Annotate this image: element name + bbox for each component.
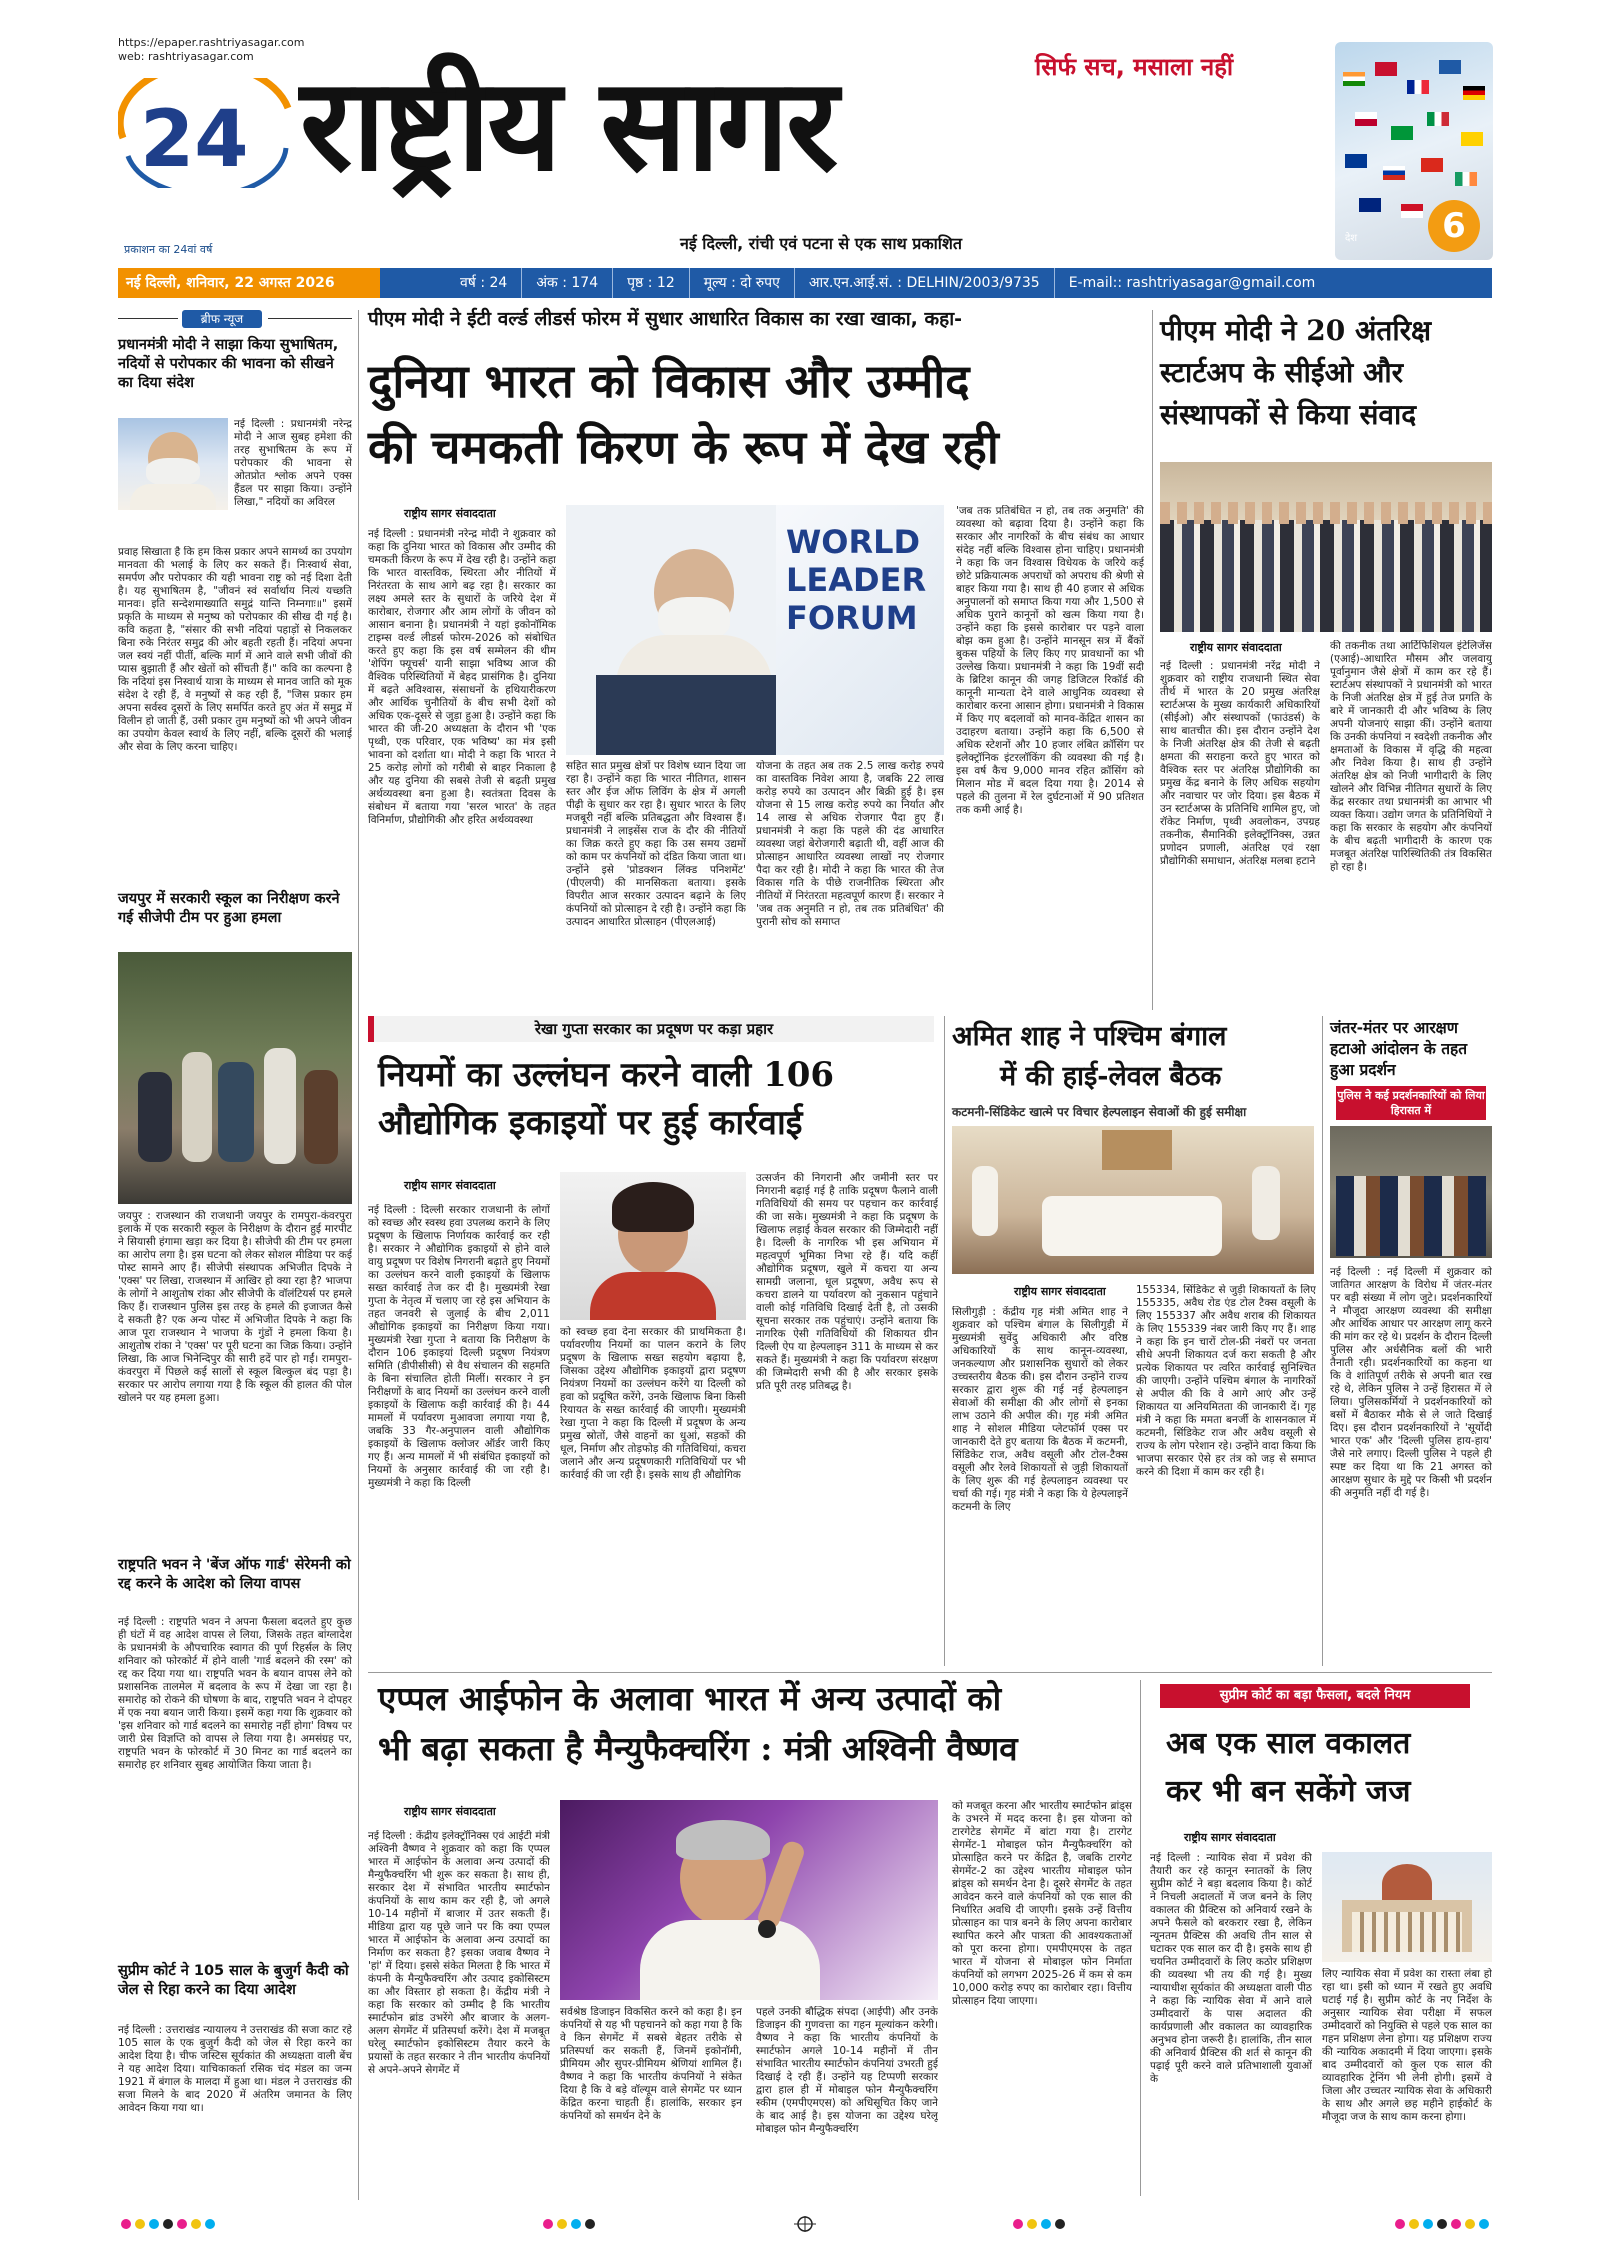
jaipur-photo bbox=[118, 952, 352, 1204]
pollution-headline-line1: नियमों का उल्लंघन करने वाली 106 bbox=[378, 1055, 835, 1095]
sc-headline-line1: अब एक साल वकालत bbox=[1166, 1726, 1411, 1761]
pollution-col-2: को स्वच्छ हवा देना सरकार की प्राथमिकता है। पर्यावरणीय नियमों का पालन कराने के लिए प्रदूषण के खिलाफ सख्त सहयोग बढ़ाया है, जिसका उद्देश्य औद्योगिक इकाइयों द्वारा प्रदूषण नियंत्रण नियमों का उल्लंघन करेंगे या दिल्ली को हवा को प्रदूषित करेंगे, उनके खिलाफ बिना किसी रियायत के सख्त कार्रवाई की जाएगी। मुख्यमंत्री रेखा गुप्ता ने कहा कि दिल्ली में प्रदूषण के अन्य प्रमुख स्रोतों, जैसे वाहनों का धुआं, सड़कों की धूल, निर्माण और तोड़फोड़ की गतिविधियां, कचरा जलाने और अन्य प्रदूषणकारी गतिविधियों पर भी कार्रवाई की जा रही है। इसके साथ ही औद्योगिक bbox=[560, 1326, 746, 1481]
info-pages: पृष्ठ : 12 bbox=[613, 268, 690, 298]
amitshah-meeting-photo bbox=[952, 1126, 1314, 1274]
info-rni: आर.एन.आई.सं. : DELHIN/2003/9735 bbox=[795, 268, 1055, 298]
lead-col-3: योजना के तहत अब तक 2.5 लाख करोड़ रुपये का वास्तविक निवेश आया है, जबकि 22 लाख करोड़ रुपये का उत्पादन और बिक्री हुई है। इस योजना से 15 लाख करोड़ रुपये का निर्यात और 14 लाख से अधिक रोजगार पैदा हुए हैं। प्रधानमंत्री ने कहा कि पहले की दंड आधारित व्यवस्था जहां बेरोजगारी बढ़ाती थी, वहीं आज की प्रोत्साहन आधारित व्यवस्था लाखों नए रोजगार पैदा कर रही है। मोदी ने कहा कि भारत की तेज विकास गति के पीछे राजनीतिक स्थिरता और नीतियों में निरंतरता महत्वपूर्ण कारण हैं। सरकार ने 'जब तक अनुमति न हो, तब तक प्रतिबंधित' की पुरानी सोच को समाप्त bbox=[756, 760, 944, 928]
startup-col-1: नई दिल्ली : प्रधानमंत्री नरेंद्र मोदी ने शुक्रवार को राष्ट्रीय राजधानी स्थित सेवा तीर्थ में भारत के 20 प्रमुख अंतरिक्ष स्टार्टअप्स के मुख्य कार्यकारी अधिकारियों (सीईओ) और संस्थापकों (फाउंडर्स) के साथ बातचीत की। इस दौरान उन्होंने देश के निजी अंतरिक्ष क्षेत्र की तेजी से बढ़ती क्षमता की सराहना करते हुए भारत को वैश्विक स्तर पर अंतरिक्ष प्रौद्योगिकी का प्रमुख केंद्र बनाने के लिए अधिक सहयोग और नवाचार पर जोर दिया। इस बैठक में उन स्टार्टअप्स के प्रतिनिधि शामिल हुए, जो रॉकेट निर्माण, पृथ्वी अवलोकन, उपग्रह तकनीक, सैमानिकी इलेक्ट्रॉनिक्स, उन्नत प्रणोदन प्रणाली, अंतरिक्ष एवं रक्षा प्रौद्योगिकी समाधान, अंतरिक्ष मलबा हटाने bbox=[1160, 660, 1320, 867]
publication-cities: नई दिल्ली, रांची एवं पटना से एक साथ प्रकाशित bbox=[680, 234, 962, 253]
amitshah-byline: राष्ट्रीय सागर संवाददाता bbox=[1014, 1285, 1106, 1298]
amitshah-subhead: कटमनी-सिंडिकेट खात्मे पर विचार हेल्पलाइन सेवाओं की हुई समीक्षा bbox=[952, 1105, 1247, 1119]
publication-year: प्रकाशन का 24वां वर्ष bbox=[124, 243, 213, 256]
epaper-url[interactable]: https://epaper.rashtriyasagar.com web: rashtriyasagar.com bbox=[118, 36, 305, 63]
logo-number: 24 bbox=[140, 95, 249, 185]
pollution-col-1: नई दिल्ली : दिल्ली सरकार राजधानी के लोगों को स्वच्छ और स्वस्थ हवा उपलब्ध कराने के लिए प्रदूषण के खिलाफ निर्णायक कार्रवाई कर रही है। सरकार ने औद्योगिक इकाइयों से होने वाले वायु प्रदूषण पर विशेष निगरानी बढ़ाते हुए नियमों का उल्लंघन करने वाली इकाइयों के खिलाफ सख्त कार्रवाई तेज कर दी है। मुख्यमंत्री रेखा गुप्ता के नेतृत्व में चलाए जा रहे इस अभियान के तहत जनवरी से जुलाई के बीच 2,011 औद्योगिक इकाइयों का निरीक्षण किया गया। मुख्यमंत्री रेखा गुप्ता ने बताया कि निरीक्षण के दौरान 106 इकाइयां दिल्ली प्रदूषण नियंत्रण समिति (डीपीसीसी) से वैध संचालन की सहमति के बिना संचालित होती मिलीं। सरकार ने इन निरीक्षणों के बाद नियमों का उल्लंघन करने वाली इकाइयों के खिलाफ कड़ी कार्रवाई की है। 44 मामलों में पर्यावरण मुआवजा लगाया गया है, जबकि 33 गैर-अनुपालन वाली औद्योगिक इकाइयों के खिलाफ क्लोजर ऑर्डर जारी किए गए हैं। अन्य मामलों में भी संबंधित इकाइयों को नियमों के अनुसार कार्रवाई की जा रही है। मुख्यमंत्री ने कहा कि दिल्ली bbox=[368, 1204, 550, 1489]
brief-modi-body: प्रवाह सिखाता है कि हम किस प्रकार अपने सामर्थ्य का उपयोग मानवता की भलाई के लिए कर सकते हैं। निःस्वार्थ सेवा, समर्पण और परोपकार की यही भावना राष्ट्र को नई दिशा देती है। यह सुभाषितम है, "जीवनं स्वं सर्वार्थाय नित्यं यच्छति मानवः। इति सन्देशमाख्याति समुद्रं यान्ति निम्नगाः॥" इसमें प्रकृति के माध्यम से मनुष्य को परोपकार की सीख दी गई है। कवि कहता है, "संसार की सभी नदियां पहाड़ों से निकलकर बिना रुके निरंतर समुद्र की ओर बहती रहती हैं। नदियां अपना जल स्वयं नहीं पीतीं, बल्कि मार्ग में आने वाले सभी जीवों की प्यास बुझाती हैं और खेतों को सींचती हैं।" कवि का कल्पना है कि नदियां इस निस्वार्थ यात्रा के माध्यम से मानव जाति को मूक संदेश दे रही हैं, वे मनुष्यों से कह रही हैं, "जिस प्रकार हम अपना सर्वस्व दूसरों के लिए समर्पित करते हुए अंत में समुद्र में विलीन हो जाती हैं, उसी प्रकार तुम मनुष्यों को भी अपने जीवन का उपयोग केवल स्वार्थ के लिए नहीं, बल्कि दूसरों की भलाई और सेवा के लिए करना चाहिए। bbox=[118, 546, 352, 753]
startup-headline: पीएम मोदी ने 20 अंतरिक्ष स्टार्टअप के सीईओ और संस्थापकों से किया संवाद bbox=[1160, 314, 1432, 431]
startup-col-2: की तकनीक तथा आर्टिफिशियल इंटेलिजेंस (एआई)-आधारित मौसम और जलवायु पूर्वानुमान जैसे क्षेत्रों में काम कर रहे हैं। स्टार्टअप संस्थापकों ने प्रधानमंत्री को भारत के निजी अंतरिक्ष क्षेत्र में हुई तेज प्रगति के बारे में जानकारी दी और भविष्य के लिए अपनी योजनाएं साझा कीं। उन्होंने बताया कि उनकी कंपनियां न स्वदेशी तकनीक और क्षमताओं के विकास में वृद्धि की महत्वा और निवेश किया है। साथ ही उन्होंने अंतरिक्ष क्षेत्र को निजी भागीदारी के लिए खोलने और विभिन्न नीतिगत सुधारों के लिए केंद्र सरकार तथा प्रधानमंत्री का आभार भी व्यक्त किया। उद्योग जगत के प्रतिनिधियों ने कहा कि सरकार के सहयोग और कंपनियों के बीच बढ़ती भागीदारी के कारण एक मजबूत अंतरिक्ष पारिस्थितिकी तंत्र विकसित हो रहा है। bbox=[1330, 640, 1492, 873]
brief-sc-prisoner-body: नई दिल्ली : उत्तराखंड न्यायालय ने उत्तराखंड की सजा काट रहे 105 साल के एक बुजुर्ग कैदी को जेल से रिहा करने का आदेश दिया है। चीफ जस्टिस सूर्यकांत की अध्यक्षता वाली बेंच ने यह आदेश दिया। याचिकाकर्ता रसिक चंद मंडल का जन्म 1921 में बंगाल के मालदा में हुआ था। मंडल ने उत्तराखंड की सजा मिलने के बाद 2020 में अंतरिम जमानत के लिए आवेदन किया गया था। bbox=[118, 2024, 352, 2114]
date-bar: नई दिल्ली, शनिवार, 22 अगस्त 2026 bbox=[118, 268, 380, 298]
forum-backdrop-text: WORLD LEADER FORUM bbox=[786, 523, 927, 637]
sc-col-1: नई दिल्ली : न्यायिक सेवा में प्रवेश की तैयारी कर रहे कानून स्नातकों के लिए सुप्रीम कोर्ट ने बड़ा बदलाव किया है। कोर्ट ने निचली अदालतों में जज बनने के लिए वकालत की प्रैक्टिस को अनिवार्य रखने के अपने फैसले को बरकरार रखा है, लेकिन न्यूनतम प्रैक्टिस की अवधि तीन साल से घटाकर एक साल कर दी है। इसके साथ ही चयनित उम्मीदवारों के लिए कठोर प्रशिक्षण की व्यवस्था भी तय की गई है। मुख्य न्यायाधीश सूर्यकांत की अध्यक्षता वाली पीठ ने कहा कि न्यायिक सेवा में आने वाले उम्मीदवारों के पास अदालत की कार्यप्रणाली और वकालत का व्यावहारिक अनुभव होना जरूरी है। हालांकि, तीन साल की अनिवार्य प्रैक्टिस की शर्त से कानून की पढ़ाई पूरी करने वाले प्रतिभाशाली युवाओं के bbox=[1150, 1852, 1312, 2085]
apple-col-3: पहले उनकी बौद्धिक संपदा (आईपी) और उनके डिजाइन की गुणवत्ता का गहन मूल्यांकन करेगी। वैष्णव ने कहा कि भारतीय कंपनियों के स्मार्टफोन अगले 10-14 महीनों में तीन संभावित भारतीय स्मार्टफोन कंपनियां उभरती हुई दिखाई दे रही हैं। उन्होंने यह टिप्पणी सरकार द्वारा हाल ही में मोबाइल फोन मैन्युफैक्चरिंग स्कीम (एमपीएमएस) को अधिसूचित किए जाने के बाद आई है। इस योजना का उद्देश्य घरेलू मोबाइल फोन मैन्युफैक्चरिंग bbox=[756, 2006, 938, 2135]
pollution-col-3: उत्सर्जन की निगरानी और जमीनी स्तर पर निगरानी बढ़ाई गई है ताकि प्रदूषण फैलाने वाली गतिविधियों की समय पर पहचान कर कार्रवाई की जा सके। मुख्यमंत्री ने कहा कि प्रदूषण के खिलाफ लड़ाई केवल सरकार की जिम्मेदारी नहीं है। दिल्ली के नागरिक भी इस अभियान में महत्वपूर्ण भूमिका निभा रहे हैं। यदि कहीं औद्योगिक प्रदूषण, खुले में कचरा या अन्य सामग्री जलाना, धूल प्रदूषण, अवैध रूप से कचरा डालने या पर्यावरण को नुकसान पहुंचाने वाली कोई गतिविधि दिखाई देती है, तो उसकी सूचना सरकार तक पहुंचाएं। उन्होंने बताया कि नागरिक ऐसी गतिविधियों की शिकायत ग्रीन दिल्ली ऐप या हेल्पलाइन 311 के माध्यम से कर सकते हैं। मुख्यमंत्री ने कहा कि पर्यावरण संरक्षण की जिम्मेदारी सभी की है और सरकार इसके प्रति पूरी तरह प्रतिबद्ध है। bbox=[756, 1172, 938, 1392]
lead-col-2: सहित सात प्रमुख क्षेत्रों पर विशेष ध्यान दिया जा रहा है। उन्होंने कहा कि भारत नीतिगत, शासन स्तर और ईज ऑफ लिविंग के क्षेत्र में अगली पीढ़ी के सुधार कर रहा है। सुधार भारत के लिए मजबूरी नहीं बल्कि प्रतिबद्धता और विश्वास हैं। प्रधानमंत्री ने लाइसेंस राज के दौर की नीतियों का जिक्र करते हुए कहा कि उस समय उद्यमों को काम पर कंपनियों को दंडित किया जाता था। उन्होंने इसे 'प्रोडक्शन लिंक्ड पनिशमेंट' (पीएलपी) की मानसिकता बताया। इसके विपरीत आज सरकार उत्पादन बढ़ाने के लिए कंपनियों को प्रोत्साहन दे रही है। उन्होंने कहा कि उत्पादन आधारित प्रोत्साहन (पीएलआई) bbox=[566, 760, 746, 928]
lead-headline-line2: की चमकती किरण के रूप में देख रही bbox=[368, 420, 999, 474]
lead-col-4: 'जब तक प्रतिबंधित न हो, तब तक अनुमति' की व्यवस्था को बढ़ावा दिया है। उन्होंने कहा कि सरकार और नागरिकों के बीच संबंध का आधार संदेह नहीं बल्कि विश्वास होना चाहिए। प्रधानमंत्री ने कहा कि जन विश्वास विधेयक के जरिये कई छोटे प्रक्रियात्मक अपराधों को अपराध की श्रेणी से बाहर किया गया है। साथ ही 40 हजार से अधिक अनुपालनों को समाप्त किया गया और 1,500 से अधिक पुराने कानूनों को खत्म किया गया है। उन्होंने कहा कि इससे कारोबार पर पड़ने वाला बोझ कम हुआ है। उन्होंने मानसून सत्र में बैंकों बुकस पहियों के लिए किए गए प्रावधानों का भी उल्लेख किया। प्रधानमंत्री ने कहा कि 19वीं सदी के ब्रिटिश कानून की जगह डिजिटल रिकॉर्ड की कानूनी मान्यता देने वाले आधुनिक व्यवस्था से कारोबार करना आसान होगा। प्रधानमंत्री ने विकास में किए गए बदलावों को मानव-केंद्रित शासन का उदाहरण बताया। उन्होंने कहा कि 6,500 से अधिक स्टेशनों और 10 हजार लंबित क्रॉसिंग पर इलेक्ट्रॉनिक इंटरलॉकिंग की व्यवस्था की गई है। इस वर्ष कैच 9,000 मानव रहित क्रॉसिंग को मिलान मोड में बदल दिया गया है। 2014 से पहले की तुलना में रेल दुर्घटनाओं में 90 प्रतिशत तक कमी आई है। bbox=[956, 505, 1144, 816]
pollution-kicker-bar bbox=[368, 1016, 934, 1042]
pollution-headline-line2: औद्योगिक इकाइयों पर हुई कार्रवाई bbox=[378, 1103, 803, 1143]
logo-24 bbox=[118, 78, 293, 188]
brief-rashtrapati-body: नई दिल्ली : राष्ट्रपति भवन ने अपना फैसला बदलते हुए कुछ ही घंटों में वह आदेश वापस ले लिया, जिसके तहत बांग्लादेश के प्रधानमंत्री के औपचारिक स्वागत की पूर्ण रिहर्सल के लिए शनिवार को फोरकोर्ट में होने वाली 'गार्ड बदलने की रस्म' को रद्द कर दिया गया था। राष्ट्रपति भवन के बयान वापस लेने को प्रशासनिक तालमेल में बदलाव के रूप में देखा जा रहा है। समारोह को रोकने की घोषणा के बाद, राष्ट्रपति भवन ने दोपहर में एक नया बयान जारी किया। इसमें कहा गया कि शुक्रवार को 'इस शनिवार को गार्ड बदलने का समारोह नहीं होगा' विषय पर जारी प्रेस विज्ञप्ति को वापस ले लिया गया है। अमसंग्रह पर, राष्ट्रपति भवन के फोरकोर्ट में 30 मिनट का गार्ड बदलने का समारोह हर शनिवार सुबह आयोजित किया जाता है। bbox=[118, 1616, 352, 1771]
pollution-kicker: रेखा गुप्ता सरकार का प्रदूषण पर कड़ा प्रहार bbox=[534, 1020, 774, 1038]
apple-headline-line1: एप्पल आईफोन के अलावा भारत में अन्य उत्पादों को bbox=[378, 1679, 1002, 1718]
sc-byline: राष्ट्रीय सागर संवाददाता bbox=[1184, 1831, 1276, 1844]
sc-col-2: लिए न्यायिक सेवा में प्रवेश का रास्ता लंबा हो रहा था। इसी को ध्यान में रखते हुए अवधि घटाई गई है। सुप्रीम कोर्ट के नए निर्देश के अनुसार न्यायिक सेवा परीक्षा में सफल उम्मीदवारों को नियुक्ति से पहले एक साल का गहन प्रशिक्षण लेना होगा। यह प्रशिक्षण राज्य की न्यायिक अकादमी में दिया जाएगा। इसके बाद उम्मीदवारों को कुल एक साल की व्यावहारिक ट्रेनिंग भी लेनी होगी। इसमें वे जिला और उच्चतर न्यायिक सेवा के अधिकारी के साथ और अगले छह महीने हाईकोर्ट के मौजूदा जज के साथ काम करना होगा। bbox=[1322, 1968, 1492, 2123]
brief-headline-modi: प्रधानमंत्री मोदी ने साझा किया सुभाषितम, नदियों से परोपकार की भावना को सीखने का दिया संदेश bbox=[118, 337, 339, 391]
jantar-headline: जंतर-मंतर पर आरक्षण हटाओ आंदोलन के तहत हुआ प्रदर्शन bbox=[1330, 1019, 1468, 1079]
sc-tag: सुप्रीम कोर्ट का बड़ा फैसला, बदले नियम bbox=[1160, 1684, 1470, 1708]
pollution-byline: राष्ट्रीय सागर संवाददाता bbox=[404, 1179, 496, 1192]
lead-byline: राष्ट्रीय सागर संवाददाता bbox=[404, 507, 496, 520]
info-email[interactable]: E-mail:: rashtriyasagar@gmail.com bbox=[1068, 275, 1316, 291]
page-section-label: देश bbox=[1345, 233, 1358, 244]
startup-group-photo bbox=[1160, 462, 1492, 632]
info-price: मूल्य : दो रुपए bbox=[690, 268, 795, 298]
apple-byline: राष्ट्रीय सागर संवाददाता bbox=[404, 1805, 496, 1818]
amitshah-headline-line1: अमित शाह ने पश्चिम बंगाल bbox=[952, 1021, 1227, 1052]
brief-jaipur-body: जयपुर : राजस्थान की राजधानी जयपुर के रामपुरा-कंवरपुरा इलाके में एक सरकारी स्कूल के निरीक्षण के दौरान हुई मारपीट ने सियासी हंगामा खड़ा कर दिया है। सीजेपी की टीम पर हमला का आरोप लगा है। इस घटना को लेकर सोशल मीडिया पर कई पोस्ट सामने आए हैं। सीजेपी संस्थापक अभिजीत दिपके ने 'एक्स' पर लिखा, राजस्थान में आखिर हो क्या रहा है? भाजपा के लोगों ने आशुतोष रांका और सीजेपी के वॉलंटियर्स पर हमले किए हैं। राजस्थान पुलिस इस तरह के हमले की इजाजत कैसे दे सकती है? एक अन्य पोस्ट में अभिजीत दिपके ने कहा कि आज पूरा राजस्थान ने भाजपा के गुंडों ने हमला किया है। आशुतोष रांका ने 'एक्स' पर पूरी घटना का जिक्र किया। उन्होंने लिखा, कि आज भिनेन्दिपुर की सारी हदें पार हो गईं। रामपुरा-कंवरपुरा में पिछले कई सालों से स्कूल बिल्कुल बंद पड़ा है। सरकार पर आरोप लगाया गया है कि स्कूल की हालत की पोल खोलने पर यह हमला हुआ। bbox=[118, 1210, 352, 1404]
apple-col-4: को मजबूत करना और भारतीय स्मार्टफोन ब्रांड्स के उभरने में मदद करना है। इस योजना को टारगेटेड सेगमेंट में बांटा गया है। टारगेट सेगमेंट-1 मोबाइल फोन मैन्युफैक्चरिंग को प्रोत्साहित करने पर केंद्रित है, जबकि टारगेट सेगमेंट-2 का उद्देश्य भारतीय मोबाइल फोन ब्रांड्स को समर्थन देना है। दूसरे सेगमेंट के तहत आवेदन करने वाले कंपनियों को एक साल की निर्धारित अवधि दी जाएगी। इसके उन्हें वित्तीय प्रोत्साहन का पात्र बनने के लिए अपना कारोबार स्थापित करने और पात्रता की आवश्यकताओं को पूरा करना होगा। एमपीएमएस के तहत भारत में योजना से मोबाइल फोन निर्माता कंपनियों को लगभग 2025-26 में कम से कम 10,000 करोड़ रुपए का कारोबार रहा। वित्तीय प्रोत्साहन दिया जाएगा। bbox=[952, 1800, 1132, 2007]
lead-headline-line1: दुनिया भारत को विकास और उम्मीद bbox=[368, 354, 970, 408]
modi-photo bbox=[118, 418, 228, 510]
supreme-court-photo bbox=[1322, 1852, 1492, 1962]
amitshah-col-1: सिलीगुड़ी : केंद्रीय गृह मंत्री अमित शाह ने शुक्रवार को पश्चिम बंगाल के सिलीगुड़ी में मुख्यमंत्री सुवेंदु अधिकारी और वरिष्ठ अधिकारियों के साथ कानून-व्यवस्था, जनकल्याण और प्रशासनिक सुधारों को लेकर उच्चस्तरीय बैठक की। इस दौरान उन्होंने राज्य सरकार द्वारा शुरू की गई नई हेल्पलाइन सेवाओं की समीक्षा की और लोगों से इनका लाभ उठाने की अपील की। गृह मंत्री अमित शाह ने सोशल मीडिया प्लेटफॉर्म एक्स पर जानकारी देते हुए बताया कि बैठक में कटमनी, सिंडिकेट राज, अवैध वसूली और टोल-टैक्स वसूली और रेलवे शिकायतों से जुड़ी शिकायतों के लिए शुरू की गई हेल्पलाइन व्यवस्था पर चर्चा की गई। गृह मंत्री ने कहा कि ये हेल्पलाइनें कटमनी के लिए bbox=[952, 1306, 1128, 1513]
print-registration-bar bbox=[118, 2216, 1492, 2232]
rekha-gupta-photo bbox=[560, 1172, 746, 1320]
lead-photo bbox=[566, 505, 944, 755]
brief-news-label: ब्रीफ न्यूज bbox=[182, 310, 262, 328]
apple-col-2: सर्वश्रेष्ठ डिजाइन विकसित करने को कहा है। इन कंपनियों से यह भी पहचानने को कहा गया है कि वे किन सेगमेंट में सबसे बेहतर तरीके से प्रतिस्पर्धा कर सकती हैं, जिनमें इकोनॉमी, प्रीमियम और सुपर-प्रीमियम श्रेणियां शामिल हैं। वैष्णव ने कहा कि भारतीय कंपनियों ने संकेत दिया है कि वे बड़े वॉल्यूम वाले सेगमेंट पर ध्यान केंद्रित करना चाहती हैं। हालांकि, सरकार इन कंपनियों को समर्थन देने के bbox=[560, 2006, 742, 2122]
page-number-badge: 6 bbox=[1428, 200, 1480, 252]
tagline: सिर्फ सच, मसाला नहीं bbox=[1035, 53, 1234, 81]
info-year: वर्ष : 24 bbox=[380, 268, 522, 298]
apple-headline-line2: भी बढ़ा सकता है मैन्युफैक्चरिंग : मंत्री अश्विनी वैष्णव bbox=[378, 1729, 1018, 1768]
vaishnaw-photo bbox=[560, 1800, 938, 2000]
sc-headline-line2: कर भी बन सकेंगे जज bbox=[1166, 1774, 1411, 1809]
info-issue: अंक : 174 bbox=[522, 268, 613, 298]
jantar-protest-photo bbox=[1330, 1126, 1492, 1258]
apple-col-1: नई दिल्ली : केंद्रीय इलेक्ट्रॉनिक्स एवं आईटी मंत्री अश्विनी वैष्णव ने शुक्रवार को कहा कि एप्पल भारत में आईफोन के अलावा अन्य उत्पादों की मैन्युफैक्चरिंग भी शुरू कर सकता है। साथ ही, सरकार देश में संभावित भारतीय स्मार्टफोन कंपनियों के साथ काम कर रही है, जो अगले 10-14 महीनों में बाजार में उतर सकती हैं। मीडिया द्वारा यह पूछे जाने पर कि क्या एप्पल भारत में आईफोन के अलावा अन्य उत्पादों का निर्माण कर सकता है? इसका जवाब वैष्णव ने 'हां' में दिया। इससे संकेत मिलता है कि भारत में कंपनी के मैन्युफैक्चरिंग और उत्पाद इकोसिस्टम का और विस्तार हो सकता है। केंद्रीय मंत्री ने कहा कि सरकार को उम्मीद है कि भारतीय स्मार्टफोन ब्रांड उभरेंगे और बाजार के अलग-अलग सेगमेंट में प्रतिस्पर्धा करेंगे। देश में मजबूत घरेलू स्मार्टफोन इकोसिस्टम तैयार करने के प्रयासों के तहत सरकार ने तीन भारतीय कंपनियों से अपने-अपने सेगमेंट में bbox=[368, 1830, 550, 2076]
info-bar bbox=[380, 268, 1492, 298]
lead-col-1: नई दिल्ली : प्रधानमंत्री नरेन्द्र मोदी ने शुक्रवार को कहा कि दुनिया भारत को विकास और उम्मीद की चमकती किरण के रूप में देख रही है। उन्होंने कहा कि भारत वास्तविक, स्थिरता और नीतियों में निरंतरता के साथ आगे बढ़ रहा है। सरकार का लक्ष्य अमले स्तर के सुधारों के जरिये देश में कारोबार, रोजगार और आम लोगों के जीवन को आसान बनाना है। प्रधानमंत्री ने यहां इकोनॉमिक टाइम्स वर्ल्ड लीडर्स फोरम-2026 को संबोधित करते हुए कहा कि इस वर्ष सम्मेलन की थीम 'शेपिंग फ्यूचर्स' यानी साझा भविष्य आज की वैश्विक परिस्थितियों में बेहद प्रासंगिक है। दुनिया में बढ़ते अविश्वास, संसाधनों के हथियारीकरण और आर्थिक चुनौतियों के बीच सभी देशों को अधिक एक-दूसरे से जुड़ा हुआ है। उन्होंने कहा कि भारत की जी-20 अध्यक्षता के दौरान भी 'एक पृथ्वी, एक परिवार, एक भविष्य' का मंत्र इसी भावना को दर्शाता था। मोदी ने कहा कि भारत ने 25 करोड़ लोगों को गरीबी से बाहर निकाला है और यह दुनिया की सबसे तेजी से बढ़ती प्रमुख अर्थव्यवस्था बना हुआ है। स्वतंत्रता दिवस के संबोधन में बताया गया 'सरल भारत' के तहत विनिर्माण, प्रौद्योगिकी और हरित अर्थव्यवस्था bbox=[368, 528, 556, 826]
brief-headline-sc-prisoner: सुप्रीम कोर्ट ने 105 साल के बुजुर्ग कैदी को जेल से रिहा करने का दिया आदेश bbox=[118, 1963, 349, 1998]
brief-headline-jaipur: जयपुर में सरकारी स्कूल का निरीक्षण करने गई सीजेपी टीम पर हुआ हमला bbox=[118, 891, 340, 926]
jantar-body: नई दिल्ली : नई दिल्ली में शुक्रवार को जातिगत आरक्षण के विरोध में जंतर-मंतर पर बड़ी संख्या में लोग जुटे। प्रदर्शनकारियों ने मौजूदा आरक्षण व्यवस्था की समीक्षा और आर्थिक आधार पर आरक्षण लागू करने की मांग कर रहे थे। प्रदर्शन के दौरान दिल्ली पुलिस और अर्धसैनिक बलों की भारी तैनाती रही। प्रदर्शनकारियों का कहना था कि वे शांतिपूर्ण तरीके से अपनी बात रख रहे थे, लेकिन पुलिस ने उन्हें हिरासत में ले लिया। पुलिसकर्मियों ने प्रदर्शनकारियों को बसों में बैठाकर मौके से ले जाते दिखाई दिए। इस दौरान प्रदर्शनकारियों ने 'सूर्योदी भारत एक' और 'दिल्ली पुलिस हाय-हाय' जैसे नारे लगाए। दिल्ली पुलिस ने पहले ही स्पष्ट कर दिया था कि 21 अगस्त को आरक्षण सुधार के मुद्दे पर किसी भी प्रदर्शन की अनुमति नहीं दी गई है। bbox=[1330, 1266, 1492, 1499]
jantar-tag: पुलिस ने कई प्रदर्शनकारियों को लिया हिरासत में bbox=[1336, 1086, 1486, 1120]
startup-byline: राष्ट्रीय सागर संवाददाता bbox=[1190, 641, 1282, 654]
amitshah-col-2: 155334, सिंडिकेट से जुड़ी शिकायतों के लिए 155335, अवैध रोड एंड टोल टैक्स वसूली के लिए 155337 और अवैध शराब की शिकायत के लिए 155339 नंबर जारी किए गए हैं। शाह ने कहा कि इन चारों टोल-फ्री नंबरों पर जनता सीधे अपनी शिकायत दर्ज करा सकती है और प्रत्येक शिकायत पर त्वरित कार्रवाई सुनिश्चित की जाएगी। उन्होंने पश्चिम बंगाल के नागरिकों से अपील की कि वे आगे आएं और उन्हें शिकायत या अनियमितता की जानकारी दें। गृह मंत्री ने कहा कि ममता बनर्जी के शासनकाल में कटमनी, सिंडिकेट राज और अवैध वसूली से राज्य के लोग परेशान रहे। उन्होंने वादा किया कि भाजपा सरकार ऐसे हर तंत्र को जड़ से समाप्त करने की दिशा में काम कर रही है। bbox=[1136, 1284, 1316, 1478]
lead-kicker: पीएम मोदी ने ईटी वर्ल्ड लीडर्स फोरम में सुधार आधारित विकास का रखा खाका, कहा- bbox=[368, 308, 962, 330]
brief-modi-lead: नई दिल्ली : प्रधानमंत्री नरेन्द्र मोदी ने आज सुबह हमेशा की तरह सुभाषितम के रूप में परोपकार की भावना से ओतप्रोत श्लोक अपने एक्स हैंडल पर साझा किया। उन्होंने लिखा," नदियों का अविरल bbox=[234, 418, 352, 508]
brief-headline-rashtrapati: राष्ट्रपति भवन ने 'बेंज ऑफ गार्ड' सेरेमनी को रद्द करने के आदेश को लिया वापस bbox=[118, 1557, 351, 1592]
amitshah-headline-line2: में की हाई-लेवल बैठक bbox=[1000, 1061, 1222, 1092]
newspaper-title: राष्ट्रीय सागर bbox=[300, 50, 836, 200]
